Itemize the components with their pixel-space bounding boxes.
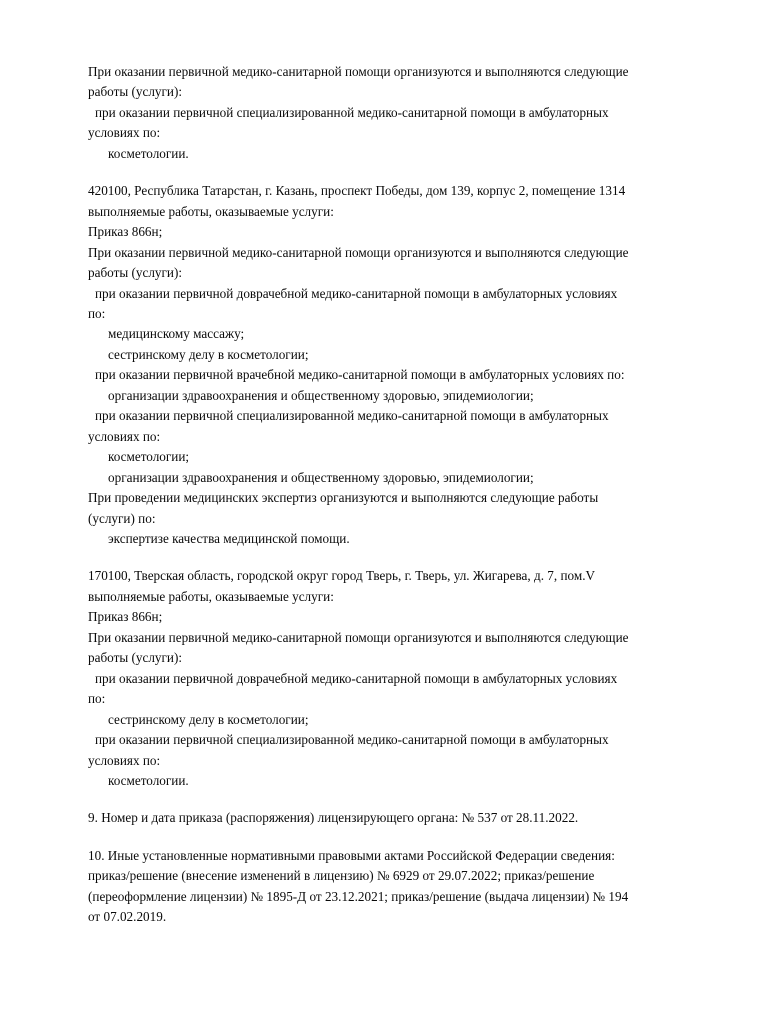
text-line: выполняемые работы, оказываемые услуги:: [88, 203, 334, 219]
text-line: (услуги) по:: [88, 510, 156, 526]
text-line: сестринскому делу в косметологии;: [108, 346, 309, 362]
text-line: При оказании первичной медико-санитарной помощи организуются и выполняются следующие: [88, 64, 629, 79]
text-line: выполняемые работы, оказываемые услуги:: [88, 588, 334, 604]
text-line: по:: [88, 305, 106, 321]
text-line: При проведении медицинских экспертиз организуются и выполняются следующие работы: [88, 490, 599, 506]
text-line: 9. Номер и дата приказа (распоряжения) лицензирующего органа: № 537 от 28.11.2022.: [88, 810, 579, 826]
text-block: [88, 566, 726, 791]
text-block: [88, 846, 726, 928]
text-line: приказ/решение (внесение изменений в лицензию) № 6929 от 29.07.2022; приказ/решение: [88, 868, 595, 884]
text-line: по:: [88, 691, 106, 707]
text-line: условиях по:: [88, 752, 161, 768]
text-line: работы (услуги):: [88, 265, 183, 281]
document-body: [88, 62, 726, 928]
text-line: при оказании первичной доврачебной медико-санитарной помощи в амбулаторных условиях: [95, 285, 618, 301]
text-line: 170100, Тверская область, городской округ город Тверь, г. Тверь, ул. Жигарева, д. 7, пом.V: [88, 568, 596, 584]
text-line: при оказании первичной специализированной медико-санитарной помощи в амбулаторных: [95, 732, 609, 748]
text-line: при оказании первичной доврачебной медико-санитарной помощи в амбулаторных условиях: [95, 670, 618, 686]
text-block: [88, 808, 726, 828]
text-line: организации здравоохранения и общественному здоровью, эпидемиологии;: [108, 387, 534, 403]
text-line: 10. Иные установленные нормативными правовыми актами Российской Федерации сведения:: [88, 847, 615, 863]
text-line: экспертизе качества медицинской помощи.: [108, 530, 350, 546]
text-line: косметологии.: [108, 772, 189, 788]
text-line: организации здравоохранения и общественному здоровью, эпидемиологии;: [108, 469, 534, 485]
text-block: [88, 62, 726, 164]
text-line: 420100, Республика Татарстан, г. Казань, проспект Победы, дом 139, корпус 2, помещение 1314: [88, 183, 626, 199]
text-line: При оказании первичной медико-санитарной помощи организуются и выполняются следующие: [88, 629, 629, 645]
text-line: Приказ 866н;: [88, 224, 163, 240]
text-line: медицинскому массажу;: [108, 326, 245, 342]
text-line: условиях по:: [88, 428, 161, 444]
text-line: от 07.02.2019.: [88, 909, 167, 925]
text-line: косметологии;: [108, 449, 190, 465]
text-line: работы (услуги):: [88, 650, 183, 666]
text-line: при оказании первичной врачебной медико-санитарной помощи в амбулаторных условиях по:: [95, 367, 625, 383]
text-line: (переоформление лицензии) № 1895-Д от 23.12.2021; приказ/решение (выдача лицензии) № 194: [88, 888, 629, 904]
text-line: условиях по:: [88, 125, 161, 141]
text-block: [88, 181, 726, 549]
text-line: сестринскому делу в косметологии;: [108, 711, 309, 727]
text-line: косметологии.: [108, 145, 189, 161]
text-line: При оказании первичной медико-санитарной помощи организуются и выполняются следующие: [88, 244, 629, 260]
text-line: при оказании первичной специализированной медико-санитарной помощи в амбулаторных: [95, 104, 609, 120]
text-line: работы (услуги):: [88, 84, 183, 100]
text-line: Приказ 866н;: [88, 609, 163, 625]
text-line: при оказании первичной специализированной медико-санитарной помощи в амбулаторных: [95, 408, 609, 424]
